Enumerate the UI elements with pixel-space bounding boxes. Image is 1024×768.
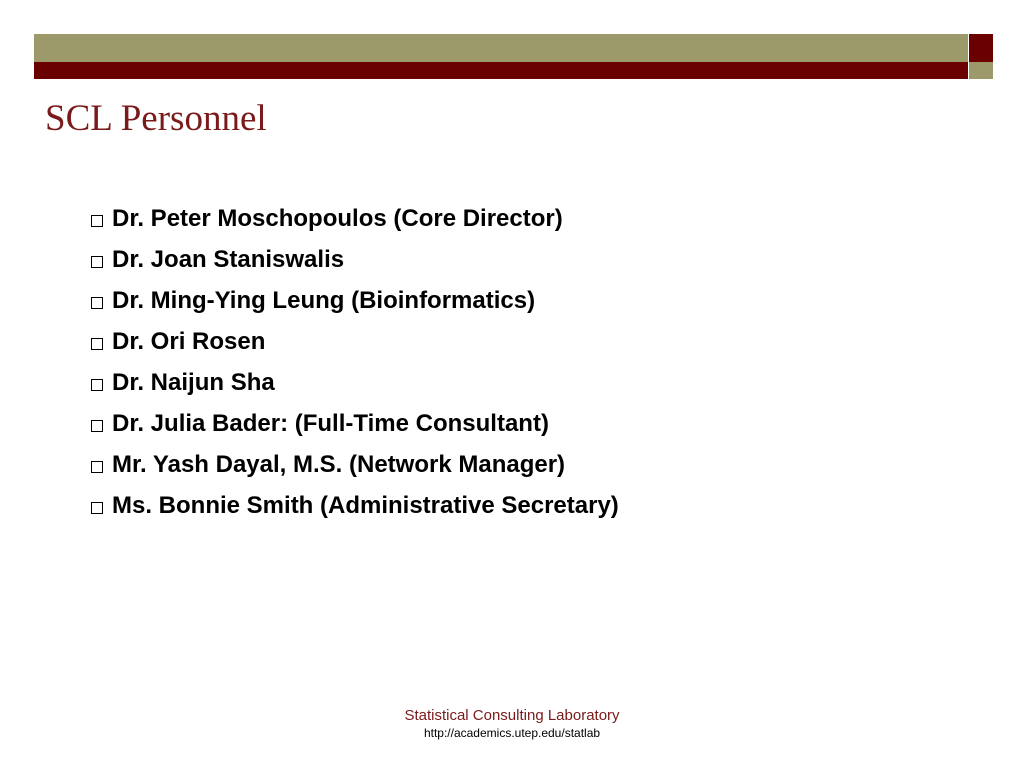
list-item [91,239,619,280]
footer-lab-name: Statistical Consulting Laboratory [404,707,620,724]
hollow-square-bullet-icon [91,502,103,514]
list-item-text: Mr. Yash Dayal, M.S. (Network Manager) [112,450,566,478]
list-item [91,485,619,526]
list-item-text: Dr. Naijun Sha [112,368,275,396]
hollow-square-bullet-icon [91,420,103,432]
list-item-text: Ms. Bonnie Smith (Administrative Secretary) [112,491,619,519]
personnel-list [91,198,619,526]
list-item [91,280,619,321]
header-corner-maroon-square [969,34,993,62]
slide-footer [0,706,1024,741]
header-maroon-band [34,62,968,79]
header-olive-band [34,34,968,62]
hollow-square-bullet-icon [91,461,103,473]
hollow-square-bullet-icon [91,256,103,268]
hollow-square-bullet-icon [91,215,103,227]
slide-title: SCL Personnel [45,98,267,139]
list-item-text: Dr. Ming-Ying Leung (Bioinformatics) [112,286,536,314]
list-item [91,362,619,403]
list-item [91,444,619,485]
hollow-square-bullet-icon [91,379,103,391]
list-item [91,403,619,444]
list-item-text: Dr. Ori Rosen [112,327,266,355]
footer-url: http://academics.utep.edu/statlab [423,726,601,740]
list-item-text: Dr. Joan Staniswalis [112,245,345,273]
list-item [91,321,619,362]
header-corner-olive-square [969,62,993,79]
hollow-square-bullet-icon [91,338,103,350]
list-item [91,198,619,239]
list-item-text: Dr. Peter Moschopoulos (Core Director) [112,204,563,232]
hollow-square-bullet-icon [91,297,103,309]
list-item-text: Dr. Julia Bader: (Full-Time Consultant) [112,409,549,437]
